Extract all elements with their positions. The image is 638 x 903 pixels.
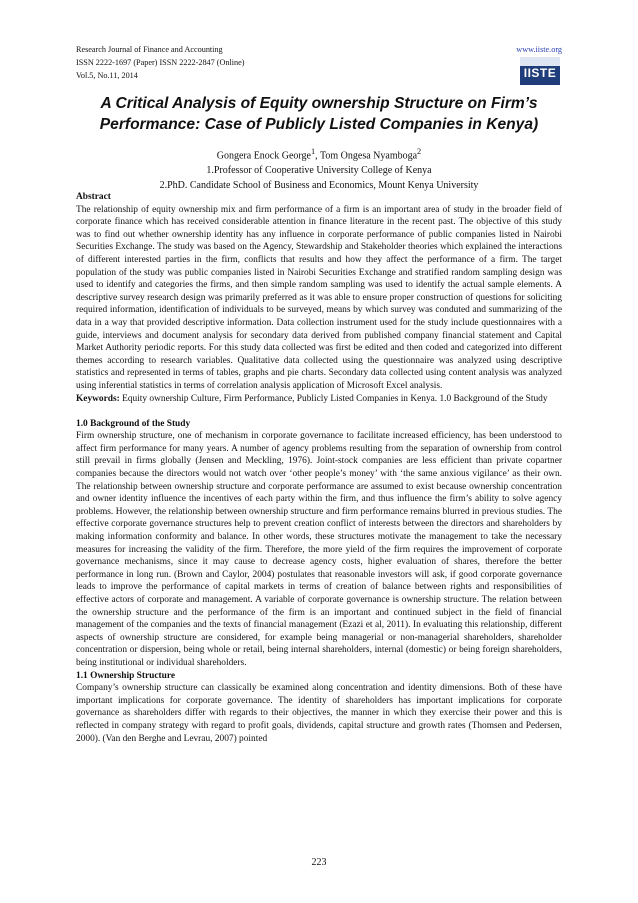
section-1-text: Firm ownership structure, one of mechanism in corporate governance to facilitate increased efficiency, has been understood to affect firm performance for many years. A number of agency problems resulting from the separation of ownership from control still prevail in firms globally (Jensen and Meckling, 1976). Joint-stock companies are less efficient than private copartner companies because the directors would not watch over ‘other people’s money’ with ‘the same anxious vigilance’ as their own. The relationship between ownership structure and corporate performance are assumed to exist because ownership concentration and owner identity influence the incentives of each party within the firm, and thus influence the firm’s ability to solve agency problems. However, the relationship between ownership structure and firm performance remains blurred in previous studies. The effective corporate governance structures help to prevent creation conflict of interests between the directors and shareholders by making information conformity and balance. In other words, these structures motivate the management to take the necessary measures for increasing the validity of the firm. Therefore, the more yield of the firm requires the improvement of corporate governance mechanisms, since it may cause to decrease agency costs, higher evaluation of shares, therefore the better performance in long run. (Brown and Caylor, 2004) postulates that reasonable investors will ask, if good corporate governance leads to improve the performance of capital markets in terms of creation of balance between rights and responsibilities of effective actors of corporate and management. A variable of corporate governance is ownership structure. The relation between the ownership structure and the performance of the firm is an important and continued subject in the field of financial management of the companies and the texts of financial management (Ezazi et al, 2011). In evaluating this relationship, different aspects of ownership structure are considered, for example being managerial or non-managerial shareholders, shareholder concentration or dispersion, being whole or retail, being internal shareholders, internal (domestic) or being foreign shareholders, being institutional or individual shareholders. [76, 431, 562, 668]
section-1-1-text: Company’s ownership structure can classically be examined along concentration and identity dimensions. Both of these have important implications for corporate governance. The identity of shareholders has important implications for corporate governance as shareholders differ with regards to their objectives, the manner in which they exercise their power and this is reflected in company strategy with regard to profit goals, dividends, capital structure and growth rates (Thomsen and Pedersen, 2000). (Van den Berghe and Levrau, 2007) pointed [76, 683, 562, 744]
logo-band [520, 57, 560, 66]
keywords-label: Keywords: [76, 393, 120, 404]
journal-url-link[interactable]: www.iiste.org [516, 45, 562, 54]
paper-body [76, 191, 562, 745]
author-1: Gongera Enock George [216, 150, 311, 162]
spacer [76, 405, 562, 418]
author-1-sup: 1 [311, 147, 316, 156]
journal-info [76, 43, 562, 82]
page-number: 223 [311, 857, 327, 868]
section-1-1-heading: 1.1 Ownership Structure [76, 670, 176, 681]
iiste-logo [520, 57, 560, 85]
keywords-line [76, 393, 562, 406]
author-block [76, 144, 562, 193]
title-line-1: A Critical Analysis of Equity ownership Structure on Firm’s [100, 95, 538, 112]
logo-text: IISTE [523, 66, 557, 80]
paper-page [76, 0, 562, 903]
abstract-text: The relationship of equity ownership mix and firm performance of a firm is an important area of study in the broader field of corporate finance which has received considerable attention in finance literature in the recent past. The objective of this study was to find out whether ownership identity has any influence in corporate performance of public companies listed in Nairobi Securities Exchange. The study was based on the Agency, Stewardship and Stakeholder theories which explained the interactions of different interested parties in the firm, conflicts that results and how they affect the performance of a firm. The target population of the study was public companies listed in Nairobi Securities Exchange and stratified random sampling design was used to identify and categories the firms, and then simple random sampling was used to identify the actual sample elements. A descriptive survey research design was primarily preferred as it was able to ensure proper construction of questions for soliciting required information, identification of individuals to be surveyed, means by which survey was conduted and summarizing of the data in a way that provided descriptive information. Data collection instrument used for the study include questionnaires with a guide, interviews and document analysis for secondary data derived from published company financial statement and Capital Market Authority periodic reports. For this study data collected was first be edited and then coded and categorized into different themes according to research variables. Qualitative data collected using the questionnaire was analyzed using descriptive statistics and represented in terms of tables, graphs and pie charts. Secondary data collected using content analysis was analyzed using inferential statistics in terms of correlation analysis application of Microsoft Excel analysis. [76, 204, 562, 391]
author-2-sup: 2 [417, 147, 422, 156]
keywords-text: Equity ownership Culture, Firm Performance, Publicly Listed Companies in Kenya. 1.0 Background of the Study [119, 393, 548, 404]
affiliation-2: 2.PhD. Candidate School of Business and Economics, Mount Kenya University [159, 180, 479, 192]
author-2: , Tom Ongesa Nyamboga [315, 150, 418, 162]
paper-title [76, 93, 562, 135]
abstract-heading: Abstract [76, 192, 111, 202]
section-1-heading: 1.0 Background of the Study [76, 418, 191, 429]
author-names [76, 144, 562, 163]
title-line-2: Performance: Case of Publicly Listed Companies in Kenya) [99, 116, 539, 133]
journal-name: Research Journal of Finance and Accounting [76, 45, 223, 54]
journal-issn: ISSN 2222-1697 (Paper) ISSN 2222-2847 (Online) [76, 58, 245, 67]
journal-volume: Vol.5, No.11, 2014 [76, 71, 138, 80]
affiliation-1: 1.Professor of Cooperative University College of Kenya [206, 165, 432, 177]
running-header [76, 43, 562, 82]
